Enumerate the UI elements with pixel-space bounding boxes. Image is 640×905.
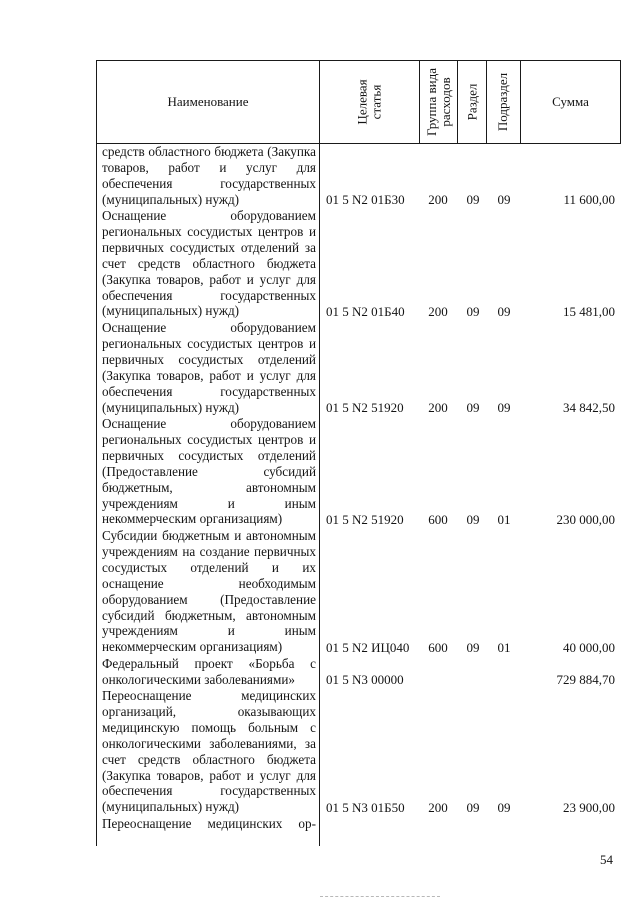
row-sum-1: 11 600,00	[563, 192, 615, 207]
table-divider-name	[319, 60, 320, 846]
row-subsection-5: 01	[497, 640, 511, 655]
row-group-4: 600	[428, 512, 448, 527]
row-group-3: 200	[428, 400, 448, 415]
row-sum-7: 23 900,00	[563, 800, 615, 815]
header-section	[458, 61, 486, 143]
row-name-3: Оснащение оборудованием региональных сосудистых центров и первичных сосудистых отделений (Закупка товаров, работ и услуг для обеспечения государственных (муниципальных) нужд)	[102, 320, 316, 415]
row-name-5: Субсидии бюджетным и автономным учреждениям на создание первичных сосудистых отделений и их оснащение необходимым оборудованием (Предоставление субсидий бюджетным, автономным учреждениям и иным некоммерческим организациям)	[102, 528, 316, 655]
header-target-label: Целевая статья	[354, 79, 384, 125]
row-section-4: 09	[466, 512, 480, 527]
row-code-2: 01 5 N2 01Б40	[326, 304, 405, 319]
row-code-5: 01 5 N2 ИЦ040	[326, 640, 410, 655]
row-subsection-1: 09	[497, 192, 511, 207]
row-code-6: 01 5 N3 00000	[326, 672, 404, 687]
row-subsection-2: 09	[497, 304, 511, 319]
row-code-4: 01 5 N2 51920	[326, 512, 404, 527]
scan-artifact	[320, 896, 440, 898]
header-sum	[521, 61, 620, 143]
row-section-1: 09	[466, 192, 480, 207]
row-code-7: 01 5 N3 01Б50	[326, 800, 405, 815]
table-border-right	[620, 60, 621, 144]
row-name-1: средств областного бюджета (Закупка товаров, работ и услуг для обеспечения государственных (муниципальных) нужд)	[102, 144, 316, 207]
header-section-label: Раздел	[464, 83, 479, 121]
table-border-left	[96, 60, 97, 846]
row-name-2: Оснащение оборудованием региональных сосудистых центров и первичных сосудистых отделений за счет средств областного бюджета (Закупка товаров, работ и услуг для обеспечения государственных (муниципальных) нужд)	[102, 208, 316, 319]
row-name-6: Федеральный проект «Борьба с онкологическими заболеваниями»	[102, 656, 316, 687]
row-group-2: 200	[428, 304, 448, 319]
row-subsection-4: 01	[497, 512, 511, 527]
row-sum-4: 230 000,00	[556, 512, 615, 527]
row-code-3: 01 5 N2 51920	[326, 400, 404, 415]
row-section-7: 09	[466, 800, 480, 815]
row-code-1: 01 5 N2 01Б30	[326, 192, 405, 207]
row-sum-2: 15 481,00	[563, 304, 615, 319]
row-name-8: Переоснащение медицинских ор-	[102, 816, 316, 831]
row-section-3: 09	[466, 400, 480, 415]
row-sum-5: 40 000,00	[563, 640, 615, 655]
header-name	[97, 61, 319, 143]
row-subsection-3: 09	[497, 400, 511, 415]
row-group-7: 200	[428, 800, 448, 815]
header-name-label: Наименование	[167, 94, 249, 109]
header-target	[320, 61, 419, 143]
header-sum-label: Сумма	[552, 94, 589, 109]
row-section-5: 09	[466, 640, 480, 655]
row-group-1: 200	[428, 192, 448, 207]
header-subsection-label: Подраздел	[495, 72, 511, 132]
row-name-7: Переоснащение медицинских организаций, оказывающих медицинскую помощь больным с онкологическими заболеваниями, за счет средств областного бюджета (Закупка товаров, работ и услуг для обеспечения государственных (муниципальных) нужд)	[102, 688, 316, 815]
header-subsection	[487, 61, 520, 143]
row-sum-3: 34 842,50	[563, 400, 615, 415]
page-number: 54	[600, 852, 613, 867]
row-subsection-7: 09	[497, 800, 511, 815]
row-sum-6: 729 884,70	[556, 672, 615, 687]
row-section-2: 09	[466, 304, 480, 319]
header-group	[420, 61, 457, 143]
row-name-4: Оснащение оборудованием региональных сосудистых центров и первичных сосудистых отделений (Предоставление субсидий бюджетным, автономным учреждениям и иным некоммерческим организациям)	[102, 416, 316, 527]
row-group-5: 600	[428, 640, 448, 655]
header-group-label: Группа вида расходов	[423, 68, 453, 136]
